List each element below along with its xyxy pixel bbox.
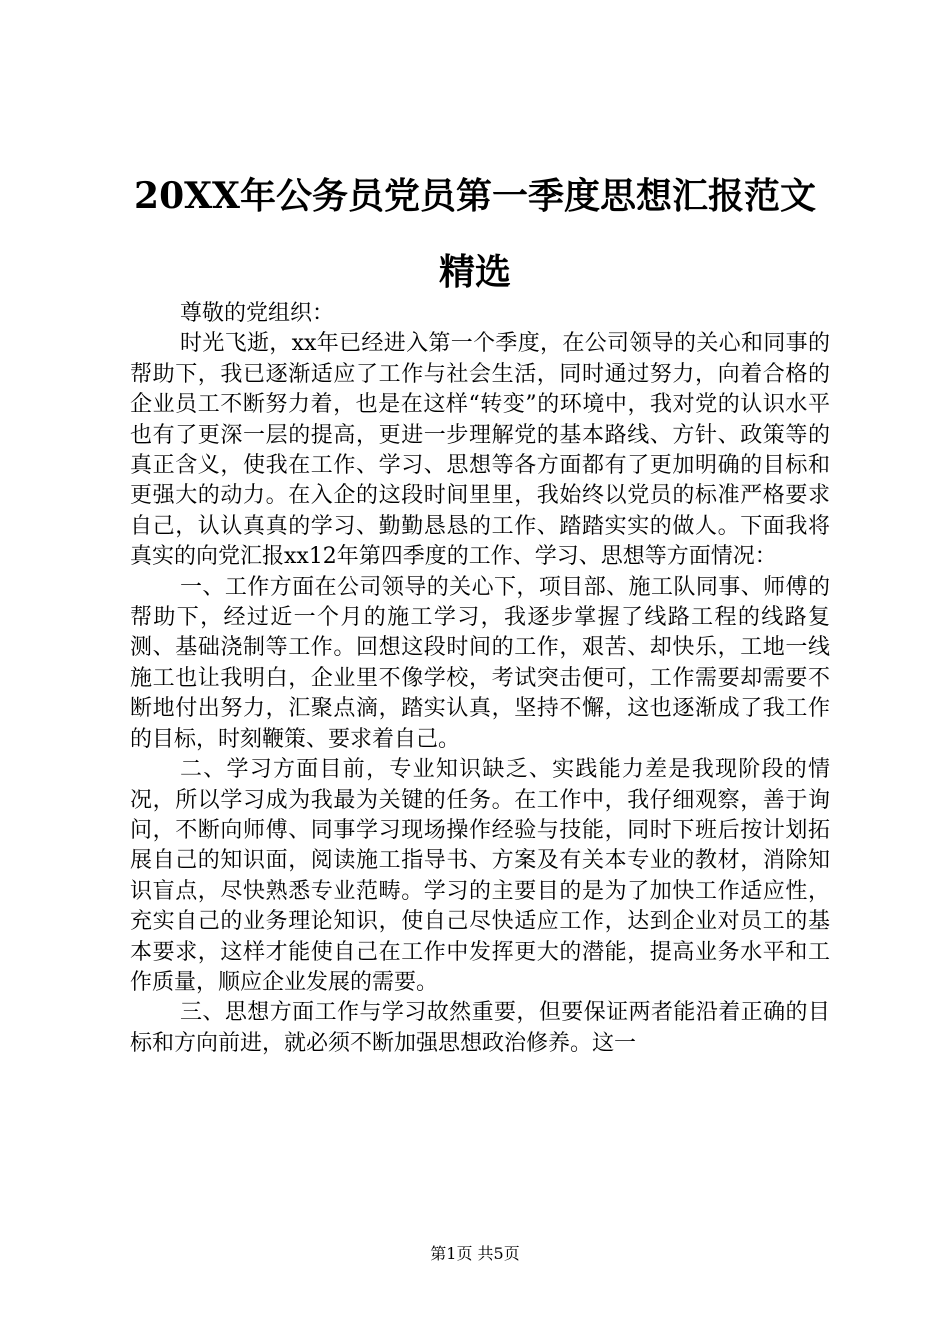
paragraph-4: 三、思想方面工作与学习故然重要，但要保证两者能沿着正确的目标和方向前进，就必须不断加强思想政治修养。这一: [130, 1000, 830, 1056]
paragraph-3: 二、学习方面目前，专业知识缺乏、实践能力差是我现阶段的情况，所以学习成为我最为关键的任务。在工作中，我仔细观察，善于询问，不断向师傅、同事学习现场操作经验与技能，同时下班后按计划拓展自己的知识面，阅读施工指导书、方案及有关本专业的教材，消除知识盲点，尽快熟悉专业范畴。学习的主要目的是为了加快工作适应性，充实自己的业务理论知识，使自己尽快适应工作，达到企业对员工的基本要求，这样才能使自己在工作中发挥更大的潜能，提高业务水平和工作质量，顺应企业发展的需要。: [130, 757, 830, 995]
paragraph-1: 时光飞逝，xx年已经进入第一个季度，在公司领导的关心和同事的帮助下，我已逐渐适应了工作与社会生活，同时通过努力，向着合格的企业员工不断努力着，也是在这样“转变”的环境中，我对党的认识水平也有了更深一层的提高，更进一步理解党的基本路线、方针、政策等的真正含义，使我在工作、学习、思想等各方面都有了更加明确的目标和更强大的动力。在入企的这段时间里里，我始终以党员的标准严格要求自己，认认真真的学习、勤勤恳恳的工作、踏踏实实的做人。下面我将真实的向党汇报xx12年第四季度的工作、学习、思想等方面情况：: [130, 331, 830, 570]
salutation: 尊敬的党组织：: [180, 301, 335, 326]
page-footer: 第1页 共5页: [430, 1244, 520, 1263]
paragraph-2: 一、工作方面在公司领导的关心下，项目部、施工队同事、师傅的帮助下，经过近一个月的施工学习，我逐步掌握了线路工程的线路复测、基础浇制等工作。回想这段时间的工作，艰苦、却快乐，工地一线施工也让我明白，企业里不像学校，考试突击便可，工作需要却需要不断地付出努力，汇聚点滴，踏实认真，坚持不懈，这也逐渐成了我工作的目标，时刻鞭策、要求着自己。: [130, 574, 830, 752]
document-title: 20XX年公务员党员第一季度思想汇报范文精选: [134, 175, 816, 293]
document-body: [130, 299, 830, 1059]
